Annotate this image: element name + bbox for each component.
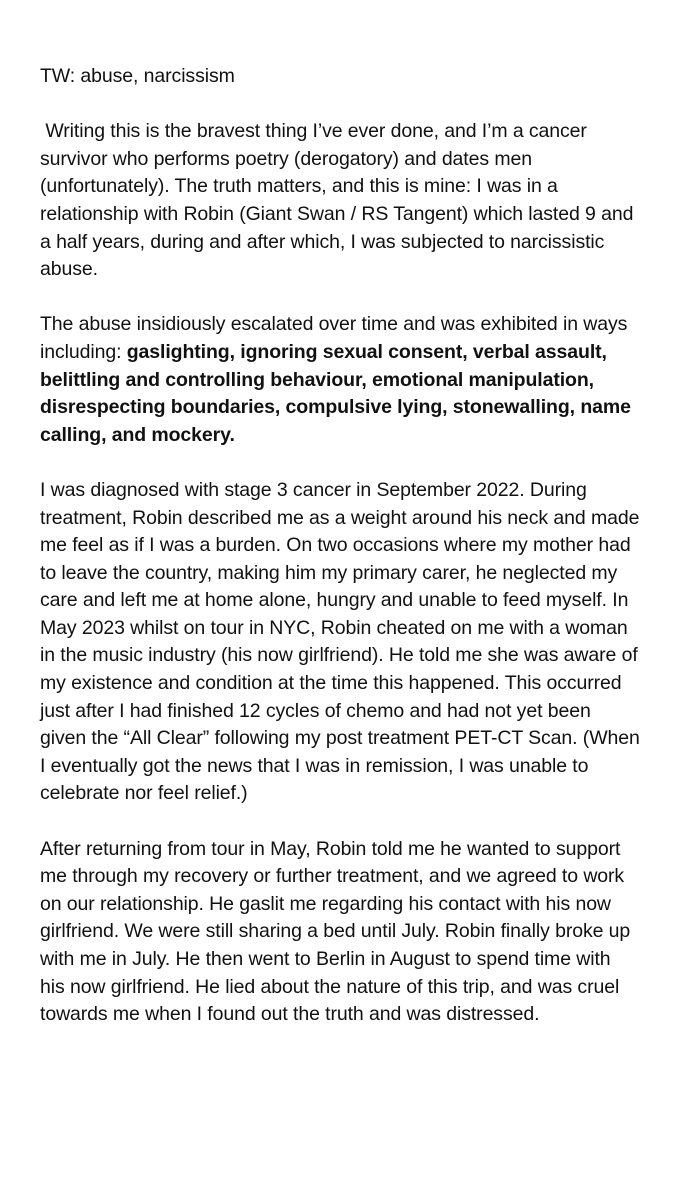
paragraph-intro-text: Writing this is the bravest thing I’ve ever done, and I’m a cancer survivor who performs poetry (derogatory) and dates men (unfortunately). The truth matters, and this is mine: I was in a relationship with Robin (Giant Swan / RS Tangent) which lasted 9 and a half years, during and after which, I was subjected to narcissistic abuse. bbox=[40, 120, 639, 281]
abuse-list-bold: gaslighting, ignoring sexual consent, verbal assault, belittling and controlling behaviour, emotional manipulation, disrespecting boundaries, compulsive lying, stonewalling, name calling, and mockery. bbox=[40, 340, 631, 446]
statement-document bbox=[40, 63, 640, 1056]
trigger-warning: TW: abuse, narcissism bbox=[40, 65, 235, 87]
paragraph-after-tour: After returning from tour in May, Robin told me he wanted to support me through my recovery or further treatment, and we agreed to work on our relationship. He gaslit me regarding his contact with his now girlfriend. We were still sharing a bed until July. Robin finally broke up with me in July. He then went to Berlin in August to spend time with his now girlfriend. He lied about the nature of this trip, and was cruel towards me when I found out the truth and was distressed. bbox=[40, 837, 631, 1026]
paragraph-diagnosis: I was diagnosed with stage 3 cancer in September 2022. During treatment, Robin described me as a weight around his neck and made me feel as if I was a burden. On two occasions where my mother had to leave the country, making him my primary carer, he neglected my care and left me at home alone, hungry and unable to feed myself. In May 2023 whilst on tour in NYC, Robin cheated on me with a woman in the music industry (his now girlfriend). He told me she was aware of my existence and condition at the time this happened. This occurred just after I had finished 12 cycles of chemo and had not yet been given the “All Clear” following my post treatment PET-CT Scan. (When I eventually got the news that I was in remission, I was unable to celebrate nor feel relief.) bbox=[40, 478, 640, 805]
paragraph-abuse-intro: The abuse insidiously escalated over time and was exhibited in ways including: bbox=[40, 313, 633, 363]
paragraph-abuse-list bbox=[40, 311, 640, 449]
paragraph-intro bbox=[40, 118, 640, 284]
